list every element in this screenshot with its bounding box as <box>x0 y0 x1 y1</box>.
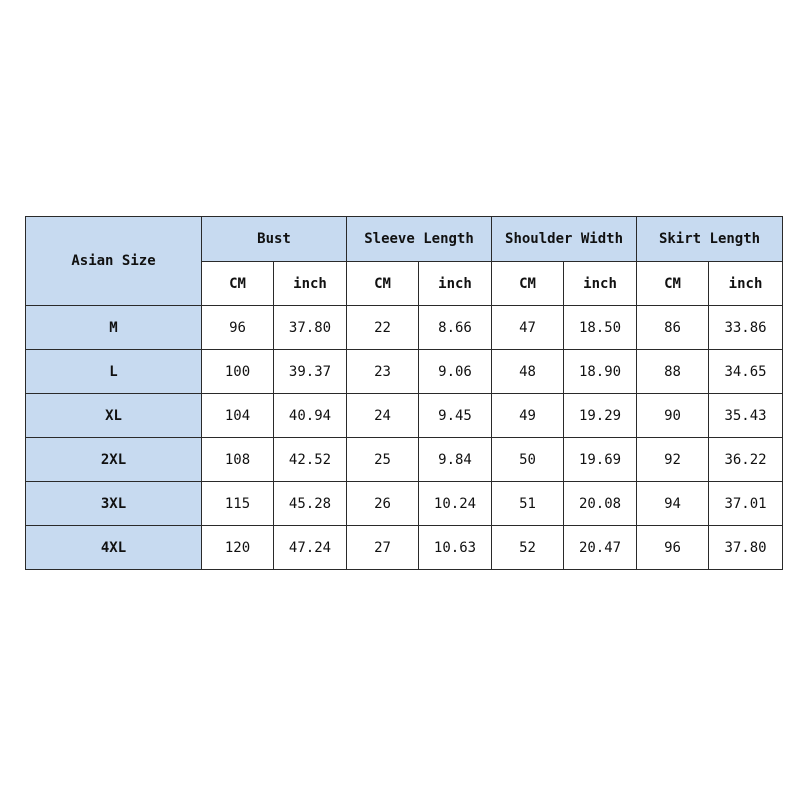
value-cell-shoulder-cm: 50 <box>492 438 564 482</box>
unit-header-sleeve-cm: CM <box>347 262 419 306</box>
value-cell-skirt-cm: 94 <box>637 482 709 526</box>
value-cell-skirt-inch: 33.86 <box>709 306 783 350</box>
value-cell-sleeve-inch: 9.45 <box>419 394 492 438</box>
value-cell-skirt-inch: 37.01 <box>709 482 783 526</box>
value-cell-skirt-inch: 37.80 <box>709 526 783 570</box>
value-cell-sleeve-inch: 9.84 <box>419 438 492 482</box>
value-cell-shoulder-cm: 51 <box>492 482 564 526</box>
size-label-cell: 4XL <box>26 526 202 570</box>
value-cell-shoulder-inch: 18.90 <box>564 350 637 394</box>
table-row <box>26 526 783 570</box>
value-cell-bust-cm: 115 <box>202 482 274 526</box>
size-table-body <box>26 217 783 570</box>
group-header-bust: Bust <box>202 217 347 262</box>
value-cell-bust-cm: 104 <box>202 394 274 438</box>
value-cell-bust-inch: 42.52 <box>274 438 347 482</box>
size-label-cell: 2XL <box>26 438 202 482</box>
value-cell-sleeve-cm: 23 <box>347 350 419 394</box>
unit-header-shoulder-inch: inch <box>564 262 637 306</box>
table-row <box>26 306 783 350</box>
value-cell-sleeve-inch: 10.63 <box>419 526 492 570</box>
value-cell-skirt-cm: 96 <box>637 526 709 570</box>
value-cell-shoulder-cm: 52 <box>492 526 564 570</box>
unit-header-skirt-cm: CM <box>637 262 709 306</box>
table-row <box>26 394 783 438</box>
table-row <box>26 438 783 482</box>
unit-header-skirt-inch: inch <box>709 262 783 306</box>
value-cell-shoulder-inch: 18.50 <box>564 306 637 350</box>
value-cell-skirt-inch: 35.43 <box>709 394 783 438</box>
value-cell-sleeve-cm: 27 <box>347 526 419 570</box>
value-cell-sleeve-cm: 22 <box>347 306 419 350</box>
value-cell-bust-cm: 120 <box>202 526 274 570</box>
value-cell-shoulder-cm: 48 <box>492 350 564 394</box>
value-cell-skirt-cm: 92 <box>637 438 709 482</box>
value-cell-sleeve-cm: 26 <box>347 482 419 526</box>
size-label-cell: XL <box>26 394 202 438</box>
value-cell-shoulder-cm: 47 <box>492 306 564 350</box>
value-cell-bust-inch: 39.37 <box>274 350 347 394</box>
value-cell-sleeve-inch: 8.66 <box>419 306 492 350</box>
unit-header-shoulder-cm: CM <box>492 262 564 306</box>
value-cell-sleeve-inch: 10.24 <box>419 482 492 526</box>
unit-header-bust-cm: CM <box>202 262 274 306</box>
value-cell-skirt-inch: 34.65 <box>709 350 783 394</box>
value-cell-shoulder-inch: 19.29 <box>564 394 637 438</box>
value-cell-shoulder-cm: 49 <box>492 394 564 438</box>
value-cell-shoulder-inch: 20.08 <box>564 482 637 526</box>
size-label-cell: L <box>26 350 202 394</box>
value-cell-skirt-inch: 36.22 <box>709 438 783 482</box>
value-cell-bust-cm: 100 <box>202 350 274 394</box>
value-cell-skirt-cm: 90 <box>637 394 709 438</box>
header-row-groups <box>26 217 783 262</box>
value-cell-bust-inch: 40.94 <box>274 394 347 438</box>
value-cell-sleeve-cm: 25 <box>347 438 419 482</box>
value-cell-shoulder-inch: 19.69 <box>564 438 637 482</box>
value-cell-sleeve-cm: 24 <box>347 394 419 438</box>
table-row <box>26 482 783 526</box>
size-label-cell: 3XL <box>26 482 202 526</box>
unit-header-bust-inch: inch <box>274 262 347 306</box>
corner-header-asian-size: Asian Size <box>26 217 202 306</box>
value-cell-skirt-cm: 88 <box>637 350 709 394</box>
value-cell-bust-cm: 108 <box>202 438 274 482</box>
group-header-skirt-length: Skirt Length <box>637 217 783 262</box>
unit-header-sleeve-inch: inch <box>419 262 492 306</box>
value-cell-bust-inch: 45.28 <box>274 482 347 526</box>
value-cell-bust-cm: 96 <box>202 306 274 350</box>
value-cell-skirt-cm: 86 <box>637 306 709 350</box>
group-header-sleeve-length: Sleeve Length <box>347 217 492 262</box>
size-chart-table <box>25 216 783 570</box>
group-header-shoulder-width: Shoulder Width <box>492 217 637 262</box>
value-cell-bust-inch: 47.24 <box>274 526 347 570</box>
value-cell-sleeve-inch: 9.06 <box>419 350 492 394</box>
table-row <box>26 350 783 394</box>
size-label-cell: M <box>26 306 202 350</box>
value-cell-shoulder-inch: 20.47 <box>564 526 637 570</box>
value-cell-bust-inch: 37.80 <box>274 306 347 350</box>
